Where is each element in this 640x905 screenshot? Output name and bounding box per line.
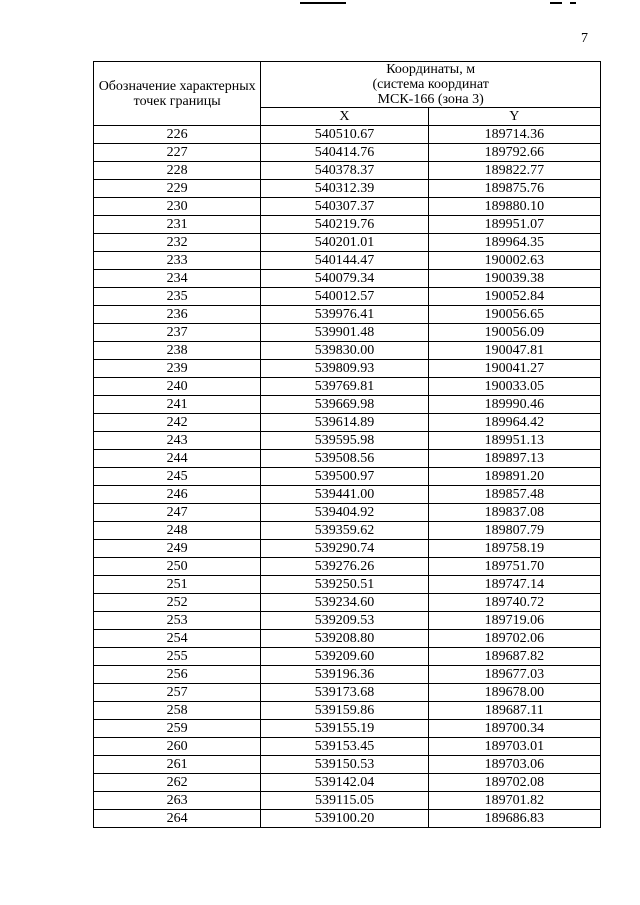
x-coordinate-cell: 539508.56 [261, 450, 428, 468]
point-id-cell: 242 [94, 414, 261, 432]
y-coordinate-cell: 190056.65 [428, 306, 600, 324]
x-coordinate-cell: 539500.97 [261, 468, 428, 486]
x-coordinate-cell: 539976.41 [261, 306, 428, 324]
y-coordinate-cell: 190047.81 [428, 342, 600, 360]
point-id-cell: 243 [94, 432, 261, 450]
point-id-cell: 231 [94, 216, 261, 234]
point-id-cell: 252 [94, 594, 261, 612]
table-row [94, 558, 601, 576]
y-coordinate-cell: 189687.11 [428, 702, 600, 720]
y-coordinate-cell: 190041.27 [428, 360, 600, 378]
y-coordinate-cell: 190033.05 [428, 378, 600, 396]
point-id-cell: 258 [94, 702, 261, 720]
point-id-cell: 256 [94, 666, 261, 684]
x-coordinate-cell: 539276.26 [261, 558, 428, 576]
y-coordinate-cell: 190056.09 [428, 324, 600, 342]
x-coordinate-cell: 539441.00 [261, 486, 428, 504]
point-id-cell: 244 [94, 450, 261, 468]
point-id-cell: 240 [94, 378, 261, 396]
point-id-cell: 233 [94, 252, 261, 270]
x-coordinate-cell: 540378.37 [261, 162, 428, 180]
x-coordinate-cell: 539150.53 [261, 756, 428, 774]
table-row [94, 396, 601, 414]
table-row [94, 126, 601, 144]
point-id-cell: 245 [94, 468, 261, 486]
table-row [94, 306, 601, 324]
y-coordinate-cell: 189702.06 [428, 630, 600, 648]
table-row [94, 198, 601, 216]
y-coordinate-cell: 189807.79 [428, 522, 600, 540]
point-id-cell: 264 [94, 810, 261, 828]
y-coordinate-cell: 189990.46 [428, 396, 600, 414]
point-id-cell: 230 [94, 198, 261, 216]
point-id-cell: 232 [94, 234, 261, 252]
point-id-cell: 241 [94, 396, 261, 414]
x-coordinate-cell: 539153.45 [261, 738, 428, 756]
table-row [94, 720, 601, 738]
x-coordinate-cell: 539209.60 [261, 648, 428, 666]
table-row [94, 378, 601, 396]
x-coordinate-cell: 539142.04 [261, 774, 428, 792]
y-coordinate-cell: 189703.06 [428, 756, 600, 774]
x-coordinate-cell: 539901.48 [261, 324, 428, 342]
x-coordinate-cell: 539290.74 [261, 540, 428, 558]
y-coordinate-cell: 189702.08 [428, 774, 600, 792]
point-id-cell: 239 [94, 360, 261, 378]
table-row [94, 414, 601, 432]
x-coordinate-cell: 540201.01 [261, 234, 428, 252]
point-id-cell: 248 [94, 522, 261, 540]
table-row [94, 324, 601, 342]
x-coordinate-cell: 539115.05 [261, 792, 428, 810]
coordinates-table [93, 61, 601, 828]
point-id-cell: 254 [94, 630, 261, 648]
table-row [94, 612, 601, 630]
top-edge-marks [0, 0, 640, 8]
x-coordinate-cell: 540312.39 [261, 180, 428, 198]
x-coordinate-cell: 539196.36 [261, 666, 428, 684]
x-coordinate-cell: 539234.60 [261, 594, 428, 612]
point-id-cell: 246 [94, 486, 261, 504]
table-row [94, 648, 601, 666]
point-id-cell: 253 [94, 612, 261, 630]
x-coordinate-cell: 539404.92 [261, 504, 428, 522]
header-point-label-text: Обозначение характерных точек границы [98, 78, 256, 109]
header-y: Y [428, 108, 600, 126]
y-coordinate-cell: 189701.82 [428, 792, 600, 810]
table-row [94, 288, 601, 306]
table-row [94, 666, 601, 684]
x-coordinate-cell: 539809.93 [261, 360, 428, 378]
table-row [94, 468, 601, 486]
y-coordinate-cell: 189751.70 [428, 558, 600, 576]
header-coordinates [261, 62, 601, 108]
x-coordinate-cell: 539100.20 [261, 810, 428, 828]
x-coordinate-cell: 539595.98 [261, 432, 428, 450]
point-id-cell: 250 [94, 558, 261, 576]
point-id-cell: 237 [94, 324, 261, 342]
table-row [94, 252, 601, 270]
point-id-cell: 227 [94, 144, 261, 162]
y-coordinate-cell: 189897.13 [428, 450, 600, 468]
header-coords-line2: (система координат [372, 77, 489, 92]
y-coordinate-cell: 189880.10 [428, 198, 600, 216]
x-coordinate-cell: 539669.98 [261, 396, 428, 414]
table-row [94, 504, 601, 522]
x-coordinate-cell: 539155.19 [261, 720, 428, 738]
y-coordinate-cell: 189703.01 [428, 738, 600, 756]
table-row [94, 162, 601, 180]
table-row [94, 180, 601, 198]
y-coordinate-cell: 189758.19 [428, 540, 600, 558]
x-coordinate-cell: 540510.67 [261, 126, 428, 144]
y-coordinate-cell: 189719.06 [428, 612, 600, 630]
table-row [94, 594, 601, 612]
x-coordinate-cell: 539208.80 [261, 630, 428, 648]
header-coords-line1: Координаты, м [386, 62, 476, 77]
y-coordinate-cell: 189951.13 [428, 432, 600, 450]
table-row [94, 432, 601, 450]
point-id-cell: 262 [94, 774, 261, 792]
point-id-cell: 236 [94, 306, 261, 324]
header-point-label [94, 62, 261, 126]
y-coordinate-cell: 189822.77 [428, 162, 600, 180]
y-coordinate-cell: 189964.35 [428, 234, 600, 252]
y-coordinate-cell: 189951.07 [428, 216, 600, 234]
x-coordinate-cell: 540414.76 [261, 144, 428, 162]
x-coordinate-cell: 540144.47 [261, 252, 428, 270]
x-coordinate-cell: 539209.53 [261, 612, 428, 630]
point-id-cell: 229 [94, 180, 261, 198]
table-row [94, 450, 601, 468]
y-coordinate-cell: 189714.36 [428, 126, 600, 144]
point-id-cell: 238 [94, 342, 261, 360]
y-coordinate-cell: 190052.84 [428, 288, 600, 306]
table-row [94, 702, 601, 720]
table-row [94, 810, 601, 828]
table-row [94, 342, 601, 360]
y-coordinate-cell: 189747.14 [428, 576, 600, 594]
y-coordinate-cell: 189687.82 [428, 648, 600, 666]
x-coordinate-cell: 540307.37 [261, 198, 428, 216]
point-id-cell: 228 [94, 162, 261, 180]
table-row [94, 774, 601, 792]
y-coordinate-cell: 189700.34 [428, 720, 600, 738]
point-id-cell: 234 [94, 270, 261, 288]
table-row [94, 756, 601, 774]
y-coordinate-cell: 189792.66 [428, 144, 600, 162]
y-coordinate-cell: 190002.63 [428, 252, 600, 270]
point-id-cell: 249 [94, 540, 261, 558]
table-row [94, 792, 601, 810]
y-coordinate-cell: 189740.72 [428, 594, 600, 612]
x-coordinate-cell: 539173.68 [261, 684, 428, 702]
x-coordinate-cell: 539769.81 [261, 378, 428, 396]
y-coordinate-cell: 189678.00 [428, 684, 600, 702]
x-coordinate-cell: 540219.76 [261, 216, 428, 234]
point-id-cell: 263 [94, 792, 261, 810]
table-row [94, 684, 601, 702]
y-coordinate-cell: 189837.08 [428, 504, 600, 522]
header-coords-line3: МСК-166 (зона 3) [377, 92, 484, 107]
table-row [94, 360, 601, 378]
y-coordinate-cell: 189964.42 [428, 414, 600, 432]
y-coordinate-cell: 190039.38 [428, 270, 600, 288]
table-row [94, 270, 601, 288]
table-row [94, 216, 601, 234]
point-id-cell: 257 [94, 684, 261, 702]
x-coordinate-cell: 539830.00 [261, 342, 428, 360]
table-row [94, 234, 601, 252]
point-id-cell: 255 [94, 648, 261, 666]
y-coordinate-cell: 189857.48 [428, 486, 600, 504]
table-row [94, 540, 601, 558]
point-id-cell: 251 [94, 576, 261, 594]
table-row [94, 486, 601, 504]
y-coordinate-cell: 189677.03 [428, 666, 600, 684]
point-id-cell: 247 [94, 504, 261, 522]
x-coordinate-cell: 539614.89 [261, 414, 428, 432]
x-coordinate-cell: 539250.51 [261, 576, 428, 594]
point-id-cell: 260 [94, 738, 261, 756]
page-number: 7 [581, 31, 588, 46]
point-id-cell: 261 [94, 756, 261, 774]
point-id-cell: 226 [94, 126, 261, 144]
table-row [94, 576, 601, 594]
table-row [94, 144, 601, 162]
point-id-cell: 235 [94, 288, 261, 306]
y-coordinate-cell: 189891.20 [428, 468, 600, 486]
table-row [94, 630, 601, 648]
point-id-cell: 259 [94, 720, 261, 738]
x-coordinate-cell: 539159.86 [261, 702, 428, 720]
table-row [94, 522, 601, 540]
y-coordinate-cell: 189875.76 [428, 180, 600, 198]
x-coordinate-cell: 540012.57 [261, 288, 428, 306]
y-coordinate-cell: 189686.83 [428, 810, 600, 828]
x-coordinate-cell: 540079.34 [261, 270, 428, 288]
header-x: X [261, 108, 428, 126]
x-coordinate-cell: 539359.62 [261, 522, 428, 540]
table-row [94, 738, 601, 756]
